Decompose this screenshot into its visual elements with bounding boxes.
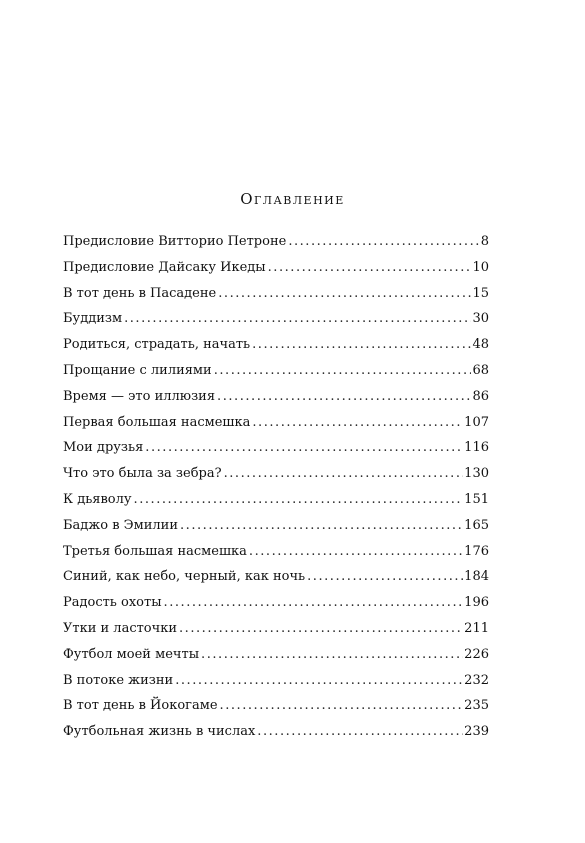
toc-entry	[63, 567, 489, 593]
toc-entry	[63, 645, 489, 671]
dot-leader	[307, 567, 463, 587]
toc-entry-page: 176	[464, 543, 489, 559]
toc-entry-label: Мои друзья	[63, 440, 144, 456]
dot-leader	[252, 413, 463, 433]
toc-entry	[63, 542, 489, 568]
toc-entry	[63, 284, 489, 310]
toc-entry-page: 116	[464, 440, 489, 456]
toc-entry	[63, 490, 489, 516]
toc-entry-page: 196	[464, 595, 489, 611]
toc-entry-page: 30	[472, 311, 489, 327]
toc-entry-page: 235	[464, 698, 489, 714]
toc-entry-label: Радость охоты	[63, 595, 162, 611]
dot-leader	[201, 645, 463, 665]
toc-entry-label: Предисловие Дайсаку Икеды	[63, 259, 266, 275]
toc-entry-page: 15	[472, 285, 489, 301]
dot-leader	[249, 542, 463, 562]
toc-entry-page: 211	[464, 620, 489, 636]
toc-entry	[63, 258, 489, 284]
dot-leader	[257, 722, 463, 742]
dot-leader	[175, 671, 463, 691]
toc-entry-page: 8	[480, 234, 489, 249]
toc-entry	[63, 413, 489, 439]
toc-entry-label: Утки и ласточки	[63, 620, 177, 636]
dot-leader	[220, 696, 464, 716]
toc-entry-label: Баджо в Эмилии	[63, 517, 178, 533]
dot-leader	[134, 490, 464, 510]
toc-entry	[63, 438, 489, 464]
dot-leader	[224, 464, 464, 484]
toc-entry	[63, 593, 489, 619]
toc-entry-label: Футбол моей мечты	[63, 646, 200, 662]
toc-entry-label: Третья большая насмешка	[63, 543, 247, 559]
toc-entry-label: Буддизм	[63, 311, 123, 327]
toc-title: Оглавление	[240, 190, 345, 208]
toc-entry-page: 232	[464, 672, 489, 688]
toc-list	[63, 232, 489, 748]
toc-entry-label: Предисловие Витторио Петроне	[63, 234, 287, 249]
toc-entry-page: 68	[472, 362, 489, 378]
toc-entry-page: 184	[464, 569, 489, 585]
toc-entry-label: В тот день в Пасадене	[63, 285, 217, 301]
dot-leader	[218, 284, 471, 304]
dot-leader	[164, 593, 464, 613]
toc-entry-label: Что это была за зебра?	[63, 466, 222, 482]
toc-entry-label: Родиться, страдать, начать	[63, 337, 251, 353]
dot-leader	[214, 361, 472, 381]
dot-leader	[124, 309, 471, 329]
toc-entry-page: 165	[464, 517, 489, 533]
dot-leader	[252, 335, 471, 355]
toc-entry	[63, 232, 489, 258]
dot-leader	[180, 516, 463, 536]
dot-leader	[217, 387, 471, 407]
toc-entry-page: 226	[464, 646, 489, 662]
toc-entry	[63, 387, 489, 413]
toc-entry-page: 130	[464, 466, 489, 482]
toc-entry-page: 107	[464, 414, 489, 430]
toc-entry-label: Первая большая насмешка	[63, 414, 251, 430]
toc-entry-page: 86	[472, 388, 489, 404]
dot-leader	[288, 232, 479, 252]
toc-entry-label: К дьяволу	[63, 491, 132, 507]
toc-entry	[63, 619, 489, 645]
toc-entry-page: 239	[464, 724, 489, 740]
toc-entry	[63, 696, 489, 722]
toc-entry	[63, 464, 489, 490]
toc-entry-label: Синий, как небо, черный, как ночь	[63, 569, 306, 585]
toc-entry-label: Прощание с лилиями	[63, 362, 212, 378]
dot-leader	[145, 438, 463, 458]
toc-entry	[63, 722, 489, 748]
toc-entry-label: Футбольная жизнь в числах	[63, 724, 256, 740]
toc-entry-label: В тот день в Йокогаме	[63, 698, 218, 714]
dot-leader	[179, 619, 463, 639]
dot-leader	[268, 258, 472, 278]
toc-entry	[63, 516, 489, 542]
toc-entry-page: 151	[464, 491, 489, 507]
toc-entry	[63, 335, 489, 361]
toc-entry-label: В потоке жизни	[63, 672, 174, 688]
toc-entry	[63, 309, 489, 335]
toc-entry	[63, 671, 489, 697]
toc-entry-page: 48	[472, 337, 489, 353]
toc-entry-page: 10	[472, 259, 489, 275]
toc-entry-label: Время — это иллюзия	[63, 388, 216, 404]
toc-entry	[63, 361, 489, 387]
